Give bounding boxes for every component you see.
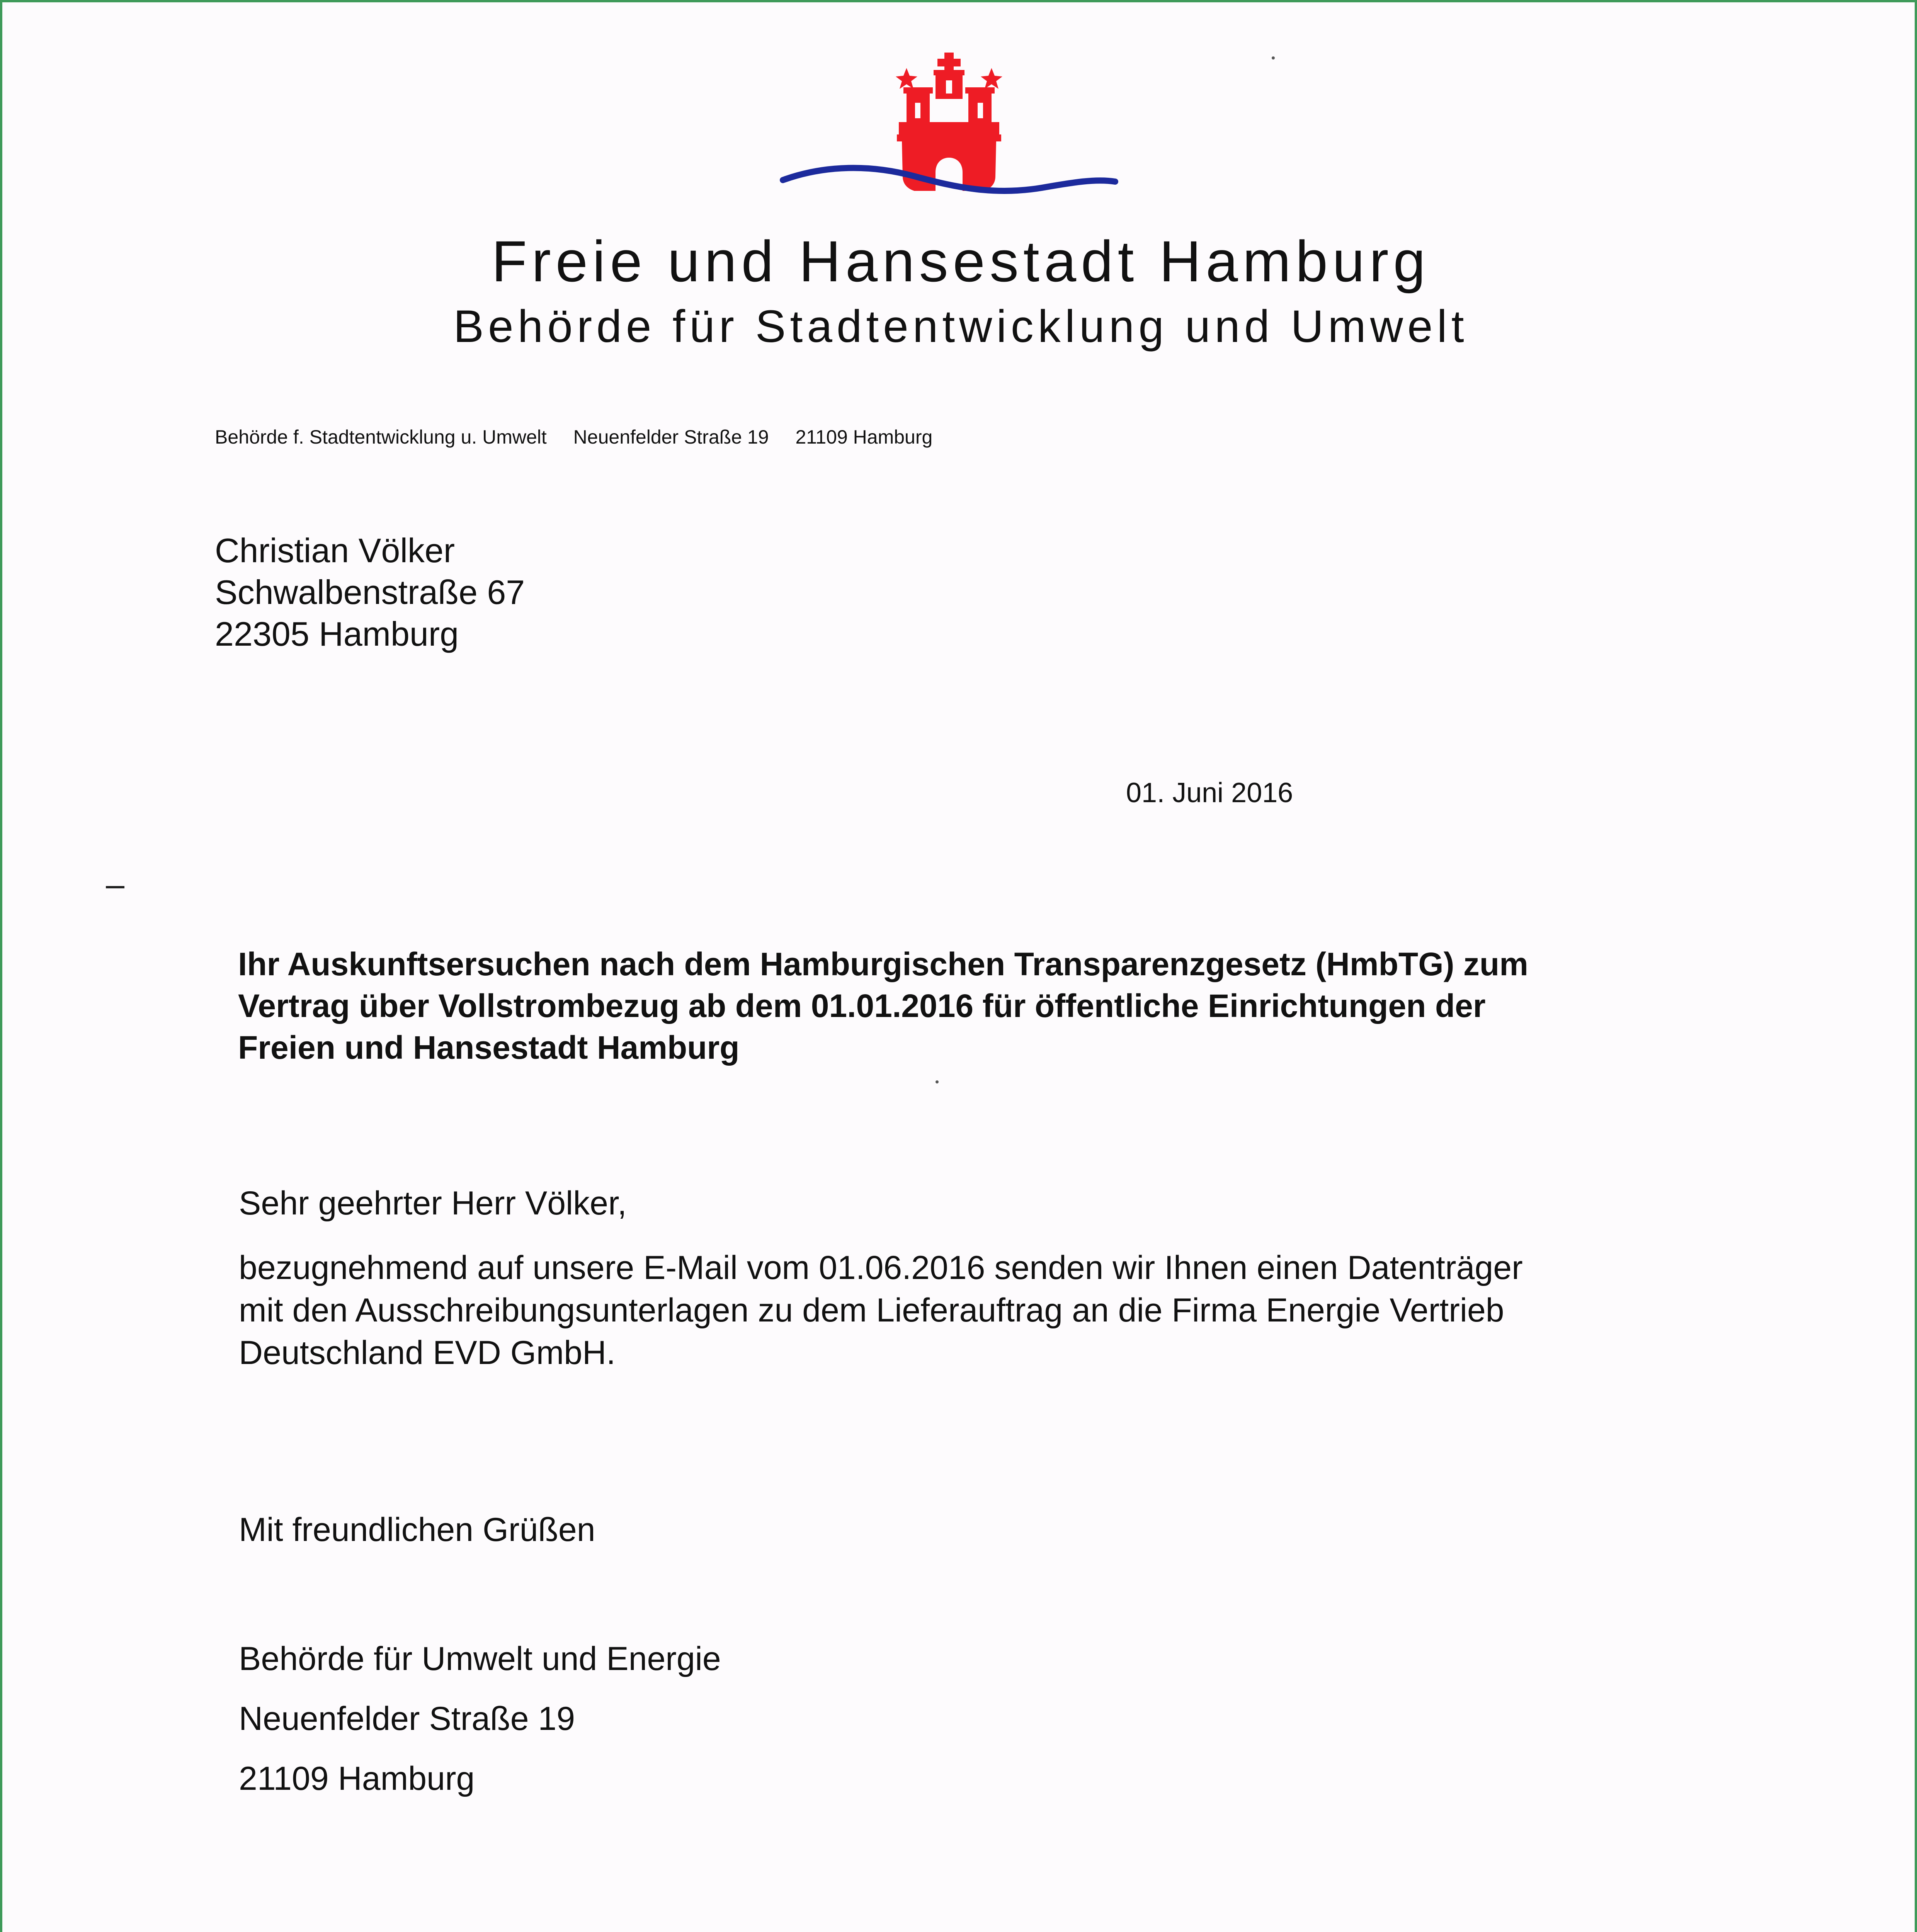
fold-mark <box>106 886 124 888</box>
body-line-2: mit den Ausschreibungsunterlagen zu dem Lieferauftrag an die Firma Energie Vertrieb <box>239 1292 1504 1329</box>
scan-speck <box>936 1080 939 1083</box>
body-line-1: bezugnehmend auf unsere E-Mail vom 01.06.2016 senden wir Ihnen einen Datenträger <box>239 1249 1523 1286</box>
body-paragraph <box>239 1247 1523 1374</box>
recipient-name: Christian Völker <box>215 531 455 570</box>
scan-speck <box>1272 56 1275 60</box>
subject-line <box>238 943 1706 1068</box>
recipient-city: 22305 Hamburg <box>215 615 459 653</box>
return-address-sender: Behörde f. Stadtentwicklung u. Umwelt <box>215 426 547 448</box>
signature-block <box>239 1629 721 1809</box>
subject-line-3: Freien und Hansestadt Hamburg <box>238 1029 740 1066</box>
signature-street: Neuenfelder Straße 19 <box>239 1700 575 1737</box>
closing: Mit freundlichen Grüßen <box>239 1511 595 1548</box>
return-address <box>215 427 954 447</box>
letterhead-authority: Behörde für Stadtentwicklung und Umwelt <box>453 301 1468 352</box>
letterhead-city: Freie und Hansestadt Hamburg <box>492 229 1430 294</box>
signature-office: Behörde für Umwelt und Energie <box>239 1640 721 1677</box>
recipient-street: Schwalbenstraße 67 <box>215 573 525 611</box>
letter-date: 01. Juni 2016 <box>1126 777 1293 808</box>
subject-line-2: Vertrag über Vollstrombezug ab dem 01.01.2016 für öffentliche Einrichtungen der <box>238 988 1486 1024</box>
salutation: Sehr geehrter Herr Völker, <box>239 1185 627 1222</box>
signature-city: 21109 Hamburg <box>239 1760 475 1797</box>
recipient-address <box>215 530 525 655</box>
body-line-3: Deutschland EVD GmbH. <box>239 1334 616 1371</box>
subject-line-1: Ihr Auskunftsersuchen nach dem Hamburgischen Transparenzgesetz (HmbTG) zum <box>238 946 1528 982</box>
return-address-city: 21109 Hamburg <box>795 426 933 448</box>
return-address-street: Neuenfelder Straße 19 <box>573 426 769 448</box>
hamburg-coat-of-arms-icon <box>779 49 1119 211</box>
